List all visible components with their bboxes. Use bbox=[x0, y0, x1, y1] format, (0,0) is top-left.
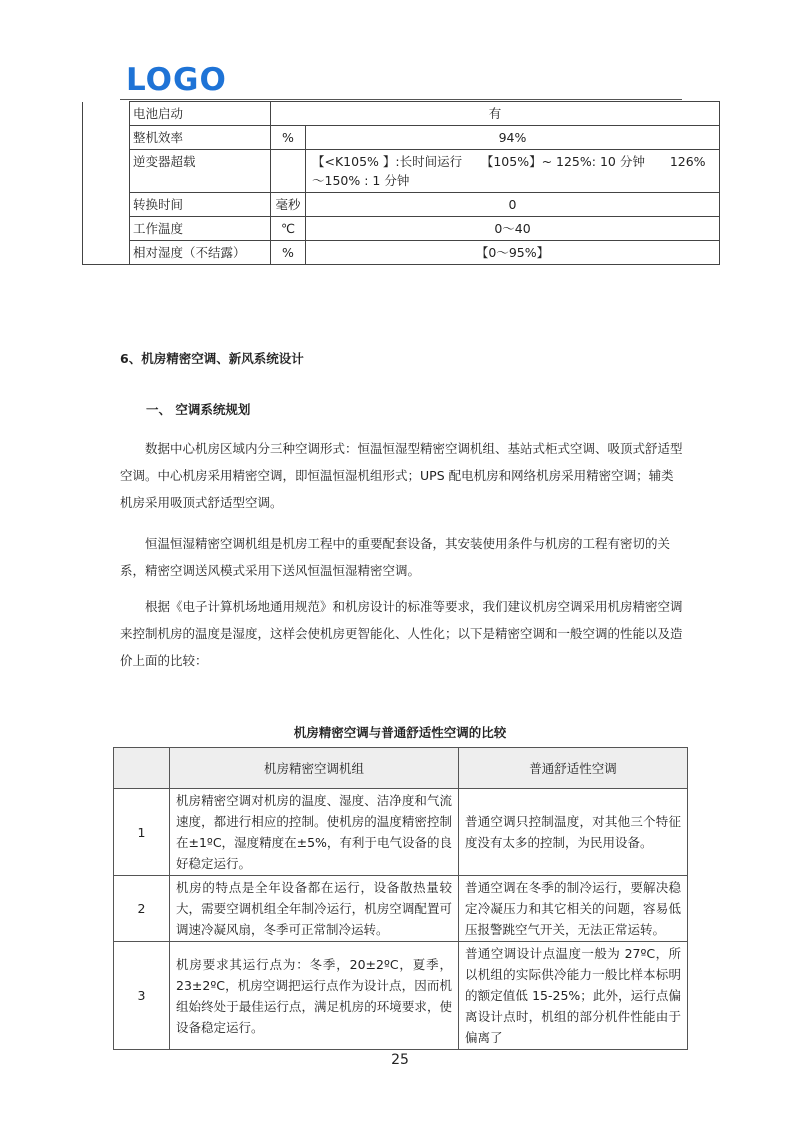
row-index: 1 bbox=[114, 789, 170, 876]
table-row bbox=[83, 150, 720, 193]
comfort-cell: 普通空调只控制温度，对其他三个特征度没有太多的控制，为民用设备。 bbox=[459, 789, 688, 876]
page-number: 25 bbox=[391, 1052, 409, 1068]
spec-value: 【<K105% 】:长时间运行 【105%】~ 125%: 10 分钟 126%～150% : 1 分钟 bbox=[306, 150, 720, 193]
table-row bbox=[83, 217, 720, 241]
spec-name: 逆变器超载 bbox=[130, 150, 271, 193]
table-row bbox=[83, 193, 720, 217]
spec-name: 工作温度 bbox=[130, 217, 271, 241]
table-row bbox=[83, 102, 720, 126]
spec-table bbox=[82, 101, 720, 265]
spec-name: 相对湿度（不结露） bbox=[130, 241, 271, 265]
precision-cell: 机房要求其运行点为：冬季，20±2ºC，夏季，23±2ºC，机房空调把运行点作为设计点，因而机组始终处于最佳运行点，满足机房的环境要求，使设备稳定运行。 bbox=[170, 942, 459, 1050]
comparison-table bbox=[113, 747, 688, 1050]
row-index: 3 bbox=[114, 942, 170, 1050]
spec-name: 整机效率 bbox=[130, 126, 271, 150]
precision-cell: 机房的特点是全年设备都在运行，设备散热量较大，需要空调机组全年制冷运行，机房空调配置可调速冷凝风扇，冬季可正常制冷运转。 bbox=[170, 876, 459, 942]
spec-unit: 毫秒 bbox=[271, 193, 306, 217]
table-header-row bbox=[114, 748, 688, 789]
precision-cell: 机房精密空调对机房的温度、湿度、洁净度和气流速度，都进行相应的控制。使机房的温度精密控制在±1ºC，湿度精度在±5%，有利于电气设备的良好稳定运行。 bbox=[170, 789, 459, 876]
table-row bbox=[114, 876, 688, 942]
spec-name: 电池启动 bbox=[130, 102, 271, 126]
logo: LOGO bbox=[126, 62, 227, 98]
column-header bbox=[114, 748, 170, 789]
spec-value: 0～40 bbox=[306, 217, 720, 241]
comfort-cell: 普通空调在冬季的制冷运行，要解决稳定冷凝压力和其它相关的问题，容易低压报警跳空气开关，无法正常运转。 bbox=[459, 876, 688, 942]
paragraph: 根据《电子计算机场地通用规范》和机房设计的标准等要求，我们建议机房空调采用机房精密空调来控制机房的温度是湿度，这样会使机房更智能化、人性化；以下是精密空调和一般空调的性能以及造价上面的比较： bbox=[120, 599, 683, 668]
table-row bbox=[114, 789, 688, 876]
spec-value: 有 bbox=[271, 102, 720, 126]
spec-value: 0 bbox=[306, 193, 720, 217]
section-title: 6、机房精密空调、新风系统设计 bbox=[120, 351, 304, 366]
header-rule bbox=[120, 99, 682, 100]
column-header: 普通舒适性空调 bbox=[459, 748, 688, 789]
paragraph: 数据中心机房区域内分三种空调形式：恒温恒湿型精密空调机组、基站式柜式空调、吸顶式舒适型空调。中心机房采用精密空调，即恒温恒湿机组形式；UPS 配电机房和网络机房采用精密空调；辅类机房采用吸顶式舒适型空调。 bbox=[120, 441, 683, 510]
table-row bbox=[83, 241, 720, 265]
spec-unit: % bbox=[271, 241, 306, 265]
spec-unit: % bbox=[271, 126, 306, 150]
table-row bbox=[83, 126, 720, 150]
column-header: 机房精密空调机组 bbox=[170, 748, 459, 789]
table-title: 机房精密空调与普通舒适性空调的比较 bbox=[293, 725, 507, 740]
row-index: 2 bbox=[114, 876, 170, 942]
table-row bbox=[114, 942, 688, 1050]
spec-unit bbox=[271, 150, 306, 193]
paragraph: 恒温恒湿精密空调机组是机房工程中的重要配套设备，其安装使用条件与机房的工程有密切的关系，精密空调送风模式采用下送风恒温恒湿精密空调。 bbox=[120, 536, 671, 578]
spec-value: 【0～95%】 bbox=[306, 241, 720, 265]
spec-value: 94% bbox=[306, 126, 720, 150]
spec-name: 转换时间 bbox=[130, 193, 271, 217]
comfort-cell: 普通空调设计点温度一般为 27ºC，所以机组的实际供冷能力一般比样本标明的额定值低 15-25%；此外，运行点偏离设计点时，机组的部分机件性能由于偏离了 bbox=[459, 942, 688, 1050]
merged-cell bbox=[83, 102, 130, 265]
spec-unit: ℃ bbox=[271, 217, 306, 241]
subsection-title: 一、 空调系统规划 bbox=[146, 402, 251, 417]
